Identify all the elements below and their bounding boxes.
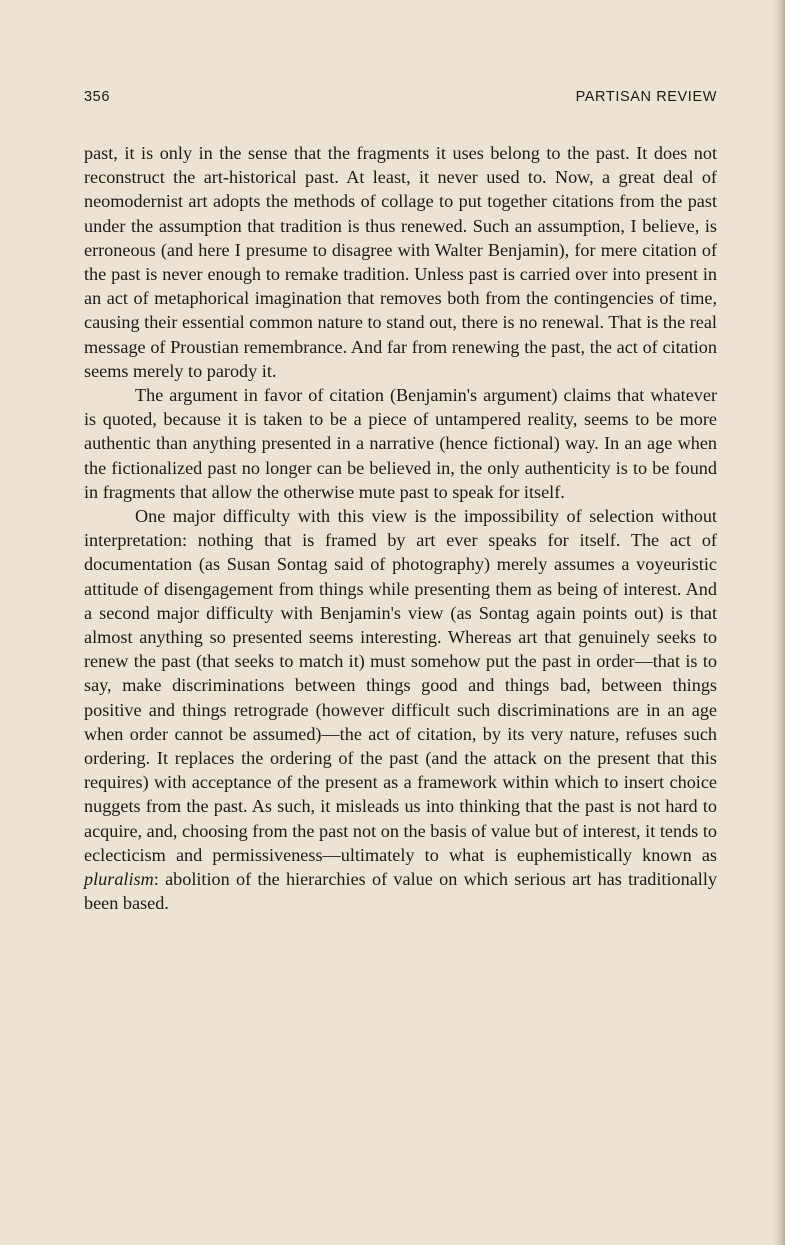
paragraph-text-after: : abolition of the hierarchies of value on which serious art has traditionally been based. <box>84 869 717 914</box>
paragraph-selection-difficulty <box>84 504 717 915</box>
page-binding-edge <box>771 0 785 1245</box>
paragraph-text-before: One major difficulty with this view is the impossibility of selection without interpretation: nothing that is framed by art ever speaks for itself. The act of documentation (as Susan Sontag said of photography) merely assumes a voyeuristic attitude of disengagement from things while presenting them as being of interest. And a second major difficulty with Benjamin's view (as Sontag again points out) is that almost anything so presented seems interesting. Whereas art that genuinely seeks to renew the past (that seeks to match it) must somehow put the past in order—that is to say, make discriminations between things good and things bad, between things positive and things retrograde (however difficult such discriminations are in an age when order cannot be assumed)—the act of citation, by its very nature, refuses such ordering. It replaces the ordering of the past (and the attack on the present that this requires) with acceptance of the present as a framework within which to insert choice nuggets from the past. As such, it misleads us into thinking that the past is not hard to acquire, and, choosing from the past not on the basis of value but of interest, it tends to eclecticism and permissiveness—ultimately to what is euphemistically known as <box>84 506 717 865</box>
emphasis-pluralism: pluralism <box>84 869 154 890</box>
page-number: 356 <box>84 89 110 105</box>
paragraph-continuation: past, it is only in the sense that the fragments it uses belong to the past. It does not reconstruct the art-historical past. At least, it never used to. Now, a great deal of neomodernist art adopts the methods of collage to put together citations from the past under the assumption that tradition is thus renewed. Such an assumption, I believe, is erroneous (and here I presume to disagree with Walter Benjamin), for mere citation of the past is never enough to remake tradition. Unless past is carried over into present in an act of metaphorical imagination that removes both from the contingencies of time, causing their essential common nature to stand out, there is no renewal. That is the real message of Proustian remembrance. And far from renewing the past, the act of citation seems merely to parody it. <box>84 143 717 381</box>
journal-title: PARTISAN REVIEW <box>575 89 717 105</box>
article-body <box>84 141 717 916</box>
paragraph-citation-argument: The argument in favor of citation (Benjamin's argument) claims that whatever is quoted, because it is taken to be a piece of untampered reality, seems to be more authentic than anything presented in a narrative (hence fictional) way. In an age when the fictionalized past no longer can be believed in, the only authenticity is to be found in fragments that allow the otherwise mute past to speak for itself. <box>84 385 717 502</box>
